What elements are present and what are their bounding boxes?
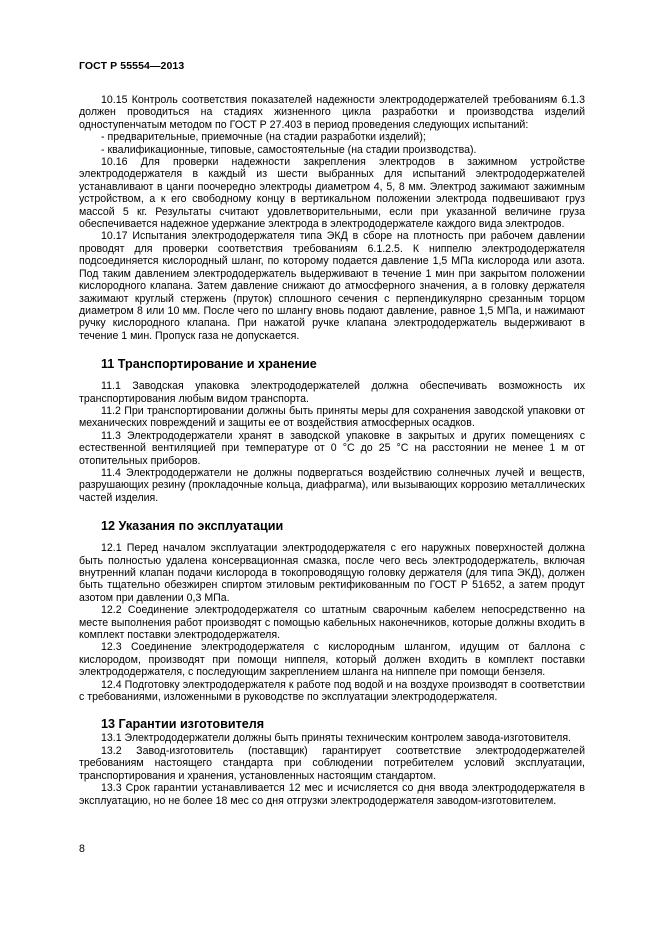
paragraph-11-1: 11.1 Заводская упаковка электрододержателей должна обеспечивать возможность их транспортирования любым видом транспорта. <box>79 380 585 405</box>
paragraph-11-2: 11.2 При транспортировании должны быть приняты меры для сохранения заводской упаковки от механических повреждений и защиты ее от воздействия атмосферных осадков. <box>79 404 585 430</box>
section-heading-12: 12 Указания по эксплуатации <box>101 519 284 534</box>
paragraph-10-15: 10.15 Контроль соответствия показателей надежности электрододержателей требованиям 6.1.3 должен проводиться на стадиях жизненного цикла разработки и производства изделий одноступенчатым методом по ГОСТ Р 27.403 в период проведения следующих испытаний: <box>79 94 585 131</box>
paragraph-12-4: 12.4 Подготовку электрододержателя к работе под водой и на воздухе производят в соответствии с требованиями, изложенными в руководстве по эксплуатации электрододержателя. <box>79 678 585 704</box>
paragraph-13-1: 13.1 Электрододержатели должны быть приняты техническим контролем завода-изготовителя. <box>101 732 572 745</box>
paragraph-12-3: 12.3 Соединение электрододержателя с кислородным шлангом, идущим от баллона с кислородом, производят при помощи ниппеля, который должен входить в комплект поставки электрододержателя, с последующим закреплением шланга на ниппеле при помощи бензеля. <box>79 641 585 679</box>
list-item: - предварительные, приемочные (на стадии разработки изделий); <box>101 131 426 144</box>
paragraph-12-1: 12.1 Перед началом эксплуатации электрододержателя с его наружных поверхностей должна быть полностью удалена консервационная смазка, после чего весь электрододержатель, включая внутренний клапан подачи кислорода в токопроводящую головку держателя (для типа ЭКД), должен быть тщательно обезжирен спиртом этиловым ректификованным по ГОСТ Р 51652, а затем продут азотом при давлении 0,3 МПа. <box>79 542 585 604</box>
paragraph-13-3: 13.3 Срок гарантии устанавливается 12 мес и исчисляется со дня ввода электрододержателя в эксплуатацию, но не более 18 мес со дня отгрузки электрододержателя заводом-изготовителем. <box>79 782 585 807</box>
paragraph-12-2: 12.2 Соединение электрододержателя со штатным сварочным кабелем непосредственно на месте выполнения работ производят с помощью кабельных наконечников, которые должны входить в комплект поставки электрододержателя. <box>79 604 585 642</box>
document-body <box>79 94 585 807</box>
standard-header: ГОСТ Р 55554—2013 <box>79 60 185 72</box>
paragraph-10-17: 10.17 Испытания электрододержателя типа ЭКД в сборе на плотность при рабочем давлении проводят для проверки соответствия требованиям 6.1.2.5. К ниппелю электрододержателя подсоединяется кислородный шланг, по которому подается давление 1,5 МПа кислорода или азота. Под таким давлением электрододержатель выдерживают в течение 1 мин при закрытом положении кислородного клапана. Затем давление снижают до атмосферного значения, а в головку держателя зажимают круглый стержень (пруток) сплошного сечения с перпендикулярно срезанным торцом диаметром 8 или 10 мм. После чего по шлангу вновь подают давление, равное 1,5 МПа, и нажимают ручку кислородного клапана. При нажатой ручке клапана электрододержатель выдерживают в течение 1 мин. Пропуск газа не допускается. <box>79 230 585 342</box>
paragraph-11-3: 11.3 Электрододержатели хранят в заводской упаковке в закрытых и других помещениях с естественной вентиляцией при температуре от 0 °С до 25 °С на расстоянии не менее 1 м от отопительных приборов. <box>79 429 585 467</box>
section-heading-11: 11 Транспортирование и хранение <box>101 357 317 372</box>
page-number: 8 <box>79 843 85 855</box>
paragraph-11-4: 11.4 Электрододержатели не должны подвергаться воздействию солнечных лучей и веществ, разрушающих резину (прокладочные кольца, диафрагма), или вызывающих коррозию металлических частей изделия. <box>79 466 585 504</box>
section-heading-13: 13 Гарантии изготовителя <box>101 717 265 732</box>
paragraph-13-2: 13.2 Завод-изготовитель (поставщик) гарантирует соответствие электрододержателей требованиям настоящего стандарта при соблюдении потребителем условий эксплуатации, транспортирования и хранения, установленных настоящим стандартом. <box>79 744 585 782</box>
list-item: - квалификационные, типовые, самостоятельные (на стадии производства). <box>101 143 477 156</box>
paragraph-10-16: 10.16 Для проверки надежности закрепления электродов в зажимном устройстве электрододержателя в каждый из шести выбранных для испытаний электрододержателей устанавливают в цанги поочередно электроды диаметром 4, 5, 8 мм. Электрод зажимают зажимным устройством, а к его свободному концу в вертикальном положении электрода подвешивают груз массой 5 кг. Результаты считают удовлетворительными, если при указанной величине груза обеспечивается надежное удержание электрода в электрододержателе каждого вида электродов. <box>79 156 585 231</box>
